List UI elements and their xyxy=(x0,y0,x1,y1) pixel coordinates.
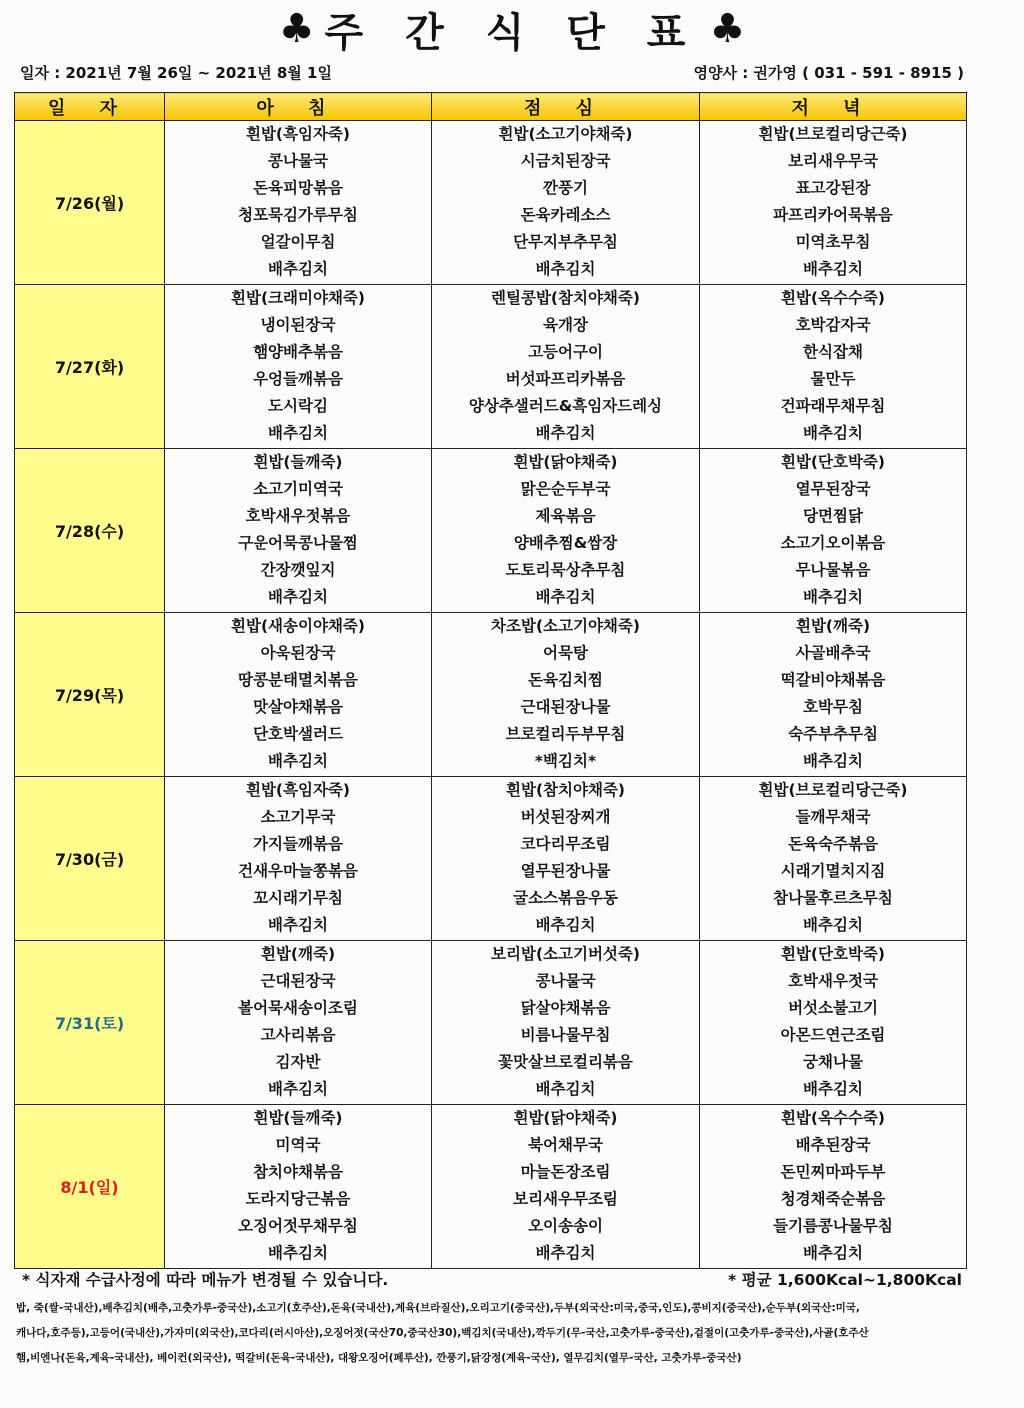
menu-item: 흰밥(닭야채죽) xyxy=(513,453,618,471)
menu-item: 숙주부추무침 xyxy=(788,725,878,743)
day-date: 7/29(목) xyxy=(15,613,165,777)
dinner-cell xyxy=(700,777,967,941)
menu-item: 어묵탕 xyxy=(543,644,588,662)
breakfast-cell xyxy=(165,941,432,1105)
menu-item: 도시락김 xyxy=(268,397,328,415)
menu-item: 맑은순두부국 xyxy=(520,480,611,498)
menu-item: 버섯파프리카볶음 xyxy=(505,370,626,388)
menu-item: 흰밥(흑임자죽) xyxy=(245,125,350,143)
club-icon: ♣ xyxy=(278,6,315,52)
header-date: 일 자 xyxy=(15,93,165,121)
breakfast-cell xyxy=(165,285,432,449)
menu-item: 보리새우무조림 xyxy=(513,1190,618,1208)
menu-item: 흰밥(들깨죽) xyxy=(253,1109,343,1127)
menu-change-notice: * 식자재 수급사정에 따라 메뉴가 변경될 수 있습니다. xyxy=(22,1271,389,1289)
day-date: 7/28(수) xyxy=(15,449,165,613)
menu-item: 호박새우젓볶음 xyxy=(245,507,351,525)
lunch-cell xyxy=(432,1105,700,1269)
menu-item: 배추김치 xyxy=(268,752,328,770)
menu-item: 청포묵김가루무침 xyxy=(238,206,358,224)
footer-notes xyxy=(22,1268,962,1290)
menu-item: 당면찜닭 xyxy=(803,507,863,525)
menu-item: 흰밥(브로컬리당근죽) xyxy=(758,781,908,799)
menu-item: 미역국 xyxy=(275,1136,321,1154)
menu-item: 간장깻잎지 xyxy=(260,561,336,579)
origin-line: 캐나다,호주등),고등어(국내산),가자미(외국산),코다리(러시아산),오징어젓(국산70,중국산30),백김치(국내산),깍두기(무-국산,고춧가루-중국산),겉절이(고춧가루-중국산),사골(호주산 xyxy=(16,1327,869,1339)
menu-item: 소고기미역국 xyxy=(253,480,343,498)
menu-item: 차조밥(소고기야채죽) xyxy=(491,617,640,635)
menu-item: 무나물볶음 xyxy=(795,561,871,579)
origin-line: 햄,비엔나(돈육,계육-국내산), 베이컨(외국산), 떡갈비(돈육-국내산), 대왕오징어(페루산), 깐풍기,닭강정(계육-국산), 열무김치(열무-국산, 고춧가루-중국산) xyxy=(16,1352,742,1364)
menu-item: 배추김치 xyxy=(268,424,328,442)
menu-item: 흰밥(깨죽) xyxy=(260,945,336,963)
day-row xyxy=(15,1105,967,1269)
menu-item: 들깨무채국 xyxy=(795,808,871,826)
menu-item: 흰밥(단호박죽) xyxy=(780,945,885,963)
day-row xyxy=(15,613,967,777)
weekly-menu-table xyxy=(14,92,967,1269)
calorie-info: * 평균 1,600Kcal~1,800Kcal xyxy=(728,1271,962,1289)
menu-item: 열무된장국 xyxy=(795,480,871,498)
menu-item: 흰밥(닭야채죽) xyxy=(513,1109,618,1127)
menu-item: 시금치된장국 xyxy=(520,152,611,170)
menu-item: 육개장 xyxy=(543,316,588,334)
menu-item: 배추김치 xyxy=(535,424,596,442)
menu-item: 흰밥(흑임자죽) xyxy=(245,781,350,799)
day-row xyxy=(15,941,967,1105)
menu-item: 꽃맛살브로컬리볶음 xyxy=(498,1053,633,1071)
day-row xyxy=(15,777,967,941)
club-icon: ♣ xyxy=(709,6,746,52)
lunch-cell xyxy=(432,285,700,449)
menu-item: 미역초무침 xyxy=(795,233,871,251)
day-row xyxy=(15,285,967,449)
menu-item: 배추김치 xyxy=(803,1080,863,1098)
breakfast-cell xyxy=(165,449,432,613)
menu-item: 고등어구이 xyxy=(528,343,603,361)
origin-info xyxy=(16,1296,1012,1371)
menu-item: 버섯된장찌개 xyxy=(520,808,611,826)
day-row xyxy=(15,121,967,285)
menu-item: 오징어젓무채무침 xyxy=(238,1217,358,1235)
menu-item: 한식잡채 xyxy=(803,343,863,361)
menu-item: 햄양배추볶음 xyxy=(253,343,343,361)
lunch-cell xyxy=(432,449,700,613)
day-date: 8/1(일) xyxy=(15,1105,165,1269)
menu-item: 근대된장국 xyxy=(260,972,336,990)
header-lunch: 점 심 xyxy=(432,93,700,121)
menu-item: 소고기무국 xyxy=(260,808,336,826)
menu-item: 배추김치 xyxy=(803,424,863,442)
header-dinner: 저 녁 xyxy=(700,93,967,121)
menu-item: 렌틸콩밥(참치야채죽) xyxy=(491,289,640,307)
menu-item: 볼어묵새송이조림 xyxy=(238,999,358,1017)
menu-item: 배추김치 xyxy=(535,260,596,278)
menu-item: 호박새우젓국 xyxy=(788,972,878,990)
menu-item: 흰밥(옥수수죽) xyxy=(780,1109,885,1127)
breakfast-cell xyxy=(165,613,432,777)
menu-item: 도토리묵상추무침 xyxy=(505,561,626,579)
menu-item: 얼갈이무침 xyxy=(260,233,336,251)
breakfast-cell xyxy=(165,121,432,285)
menu-item: 청경채죽순볶음 xyxy=(780,1190,886,1208)
menu-item: 참나물후르츠무침 xyxy=(773,889,893,907)
menu-item: 아욱된장국 xyxy=(260,644,336,662)
breakfast-cell xyxy=(165,777,432,941)
lunch-cell xyxy=(432,613,700,777)
menu-item: 보리밥(소고기버섯죽) xyxy=(491,945,640,963)
lunch-cell xyxy=(432,941,700,1105)
menu-item: 제육볶음 xyxy=(535,507,596,525)
menu-item: 물만두 xyxy=(810,370,856,388)
day-row xyxy=(15,449,967,613)
menu-item: 양배추찜&쌈장 xyxy=(513,534,618,552)
menu-item: 배추김치 xyxy=(535,1244,596,1262)
menu-item: 흰밥(브로컬리당근죽) xyxy=(758,125,908,143)
menu-item: 땅콩분태멸치볶음 xyxy=(238,671,358,689)
menu-item: 배추김치 xyxy=(803,260,863,278)
page-title xyxy=(0,4,1024,54)
menu-item: 흰밥(들깨죽) xyxy=(253,453,343,471)
menu-item: 우엉들깨볶음 xyxy=(253,370,343,388)
date-range: 일자 : 2021년 7월 26일 ~ 2021년 8월 1일 xyxy=(20,64,332,82)
menu-item: 배추김치 xyxy=(268,260,328,278)
menu-item: 배추된장국 xyxy=(795,1136,871,1154)
lunch-cell xyxy=(432,777,700,941)
menu-item: 맛살야채볶음 xyxy=(253,698,343,716)
menu-item: 돈육카레소스 xyxy=(520,206,611,224)
menu-item: 시래기멸치지짐 xyxy=(780,862,886,880)
menu-item: 열무된장나물 xyxy=(520,862,611,880)
menu-item: 고사리볶음 xyxy=(260,1026,336,1044)
menu-item: 흰밥(크래미야채죽) xyxy=(231,289,365,307)
menu-item: 돈육김치찜 xyxy=(528,671,603,689)
day-date: 7/31(토) xyxy=(15,941,165,1105)
header-row xyxy=(15,93,967,121)
menu-item: 참치야채볶음 xyxy=(253,1163,343,1181)
menu-meta xyxy=(20,62,964,83)
menu-item: 마늘돈장조림 xyxy=(520,1163,611,1181)
menu-item: 배추김치 xyxy=(268,588,328,606)
day-date: 7/26(월) xyxy=(15,121,165,285)
menu-item: 깐풍기 xyxy=(543,179,588,197)
menu-item: 오이송송이 xyxy=(528,1217,603,1235)
menu-item: 건새우마늘쫑볶음 xyxy=(238,862,358,880)
menu-item: 궁채나물 xyxy=(803,1053,863,1071)
menu-item: 코다리무조림 xyxy=(520,835,611,853)
menu-item: 배추김치 xyxy=(803,588,863,606)
dinner-cell xyxy=(700,941,967,1105)
dinner-cell xyxy=(700,1105,967,1269)
menu-item: 콩나물국 xyxy=(535,972,596,990)
dinner-cell xyxy=(700,613,967,777)
menu-item: 돈육숙주볶음 xyxy=(788,835,878,853)
title-text: 주 간 식 단 표 xyxy=(324,9,700,56)
day-date: 7/30(금) xyxy=(15,777,165,941)
menu-item: 들기름콩나물무침 xyxy=(773,1217,893,1235)
menu-item: 배추김치 xyxy=(803,752,863,770)
menu-item: 김자반 xyxy=(275,1053,321,1071)
menu-item: 사골배추국 xyxy=(795,644,871,662)
menu-item: 도라지당근볶음 xyxy=(245,1190,351,1208)
menu-item: 배추김치 xyxy=(803,916,863,934)
menu-item: 떡갈비야채볶음 xyxy=(780,671,886,689)
menu-item: 근대된장나물 xyxy=(520,698,611,716)
menu-item: 브로컬리두부무침 xyxy=(505,725,626,743)
menu-item: 굴소스볶음우동 xyxy=(513,889,618,907)
menu-item: 버섯소불고기 xyxy=(788,999,878,1017)
menu-item: 파프리카어묵볶음 xyxy=(773,206,893,224)
menu-item: 돈육피망볶음 xyxy=(253,179,343,197)
menu-item: 콩나물국 xyxy=(268,152,328,170)
menu-item: 꼬시래기무침 xyxy=(253,889,343,907)
breakfast-cell xyxy=(165,1105,432,1269)
dinner-cell xyxy=(700,285,967,449)
menu-item: 비름나물무침 xyxy=(520,1026,611,1044)
menu-item: *백김치* xyxy=(534,752,597,770)
menu-item: 단호박샐러드 xyxy=(253,725,343,743)
menu-item: 배추김치 xyxy=(803,1244,863,1262)
menu-item: 양상추샐러드&흑임자드레싱 xyxy=(468,397,663,415)
menu-item: 배추김치 xyxy=(535,588,596,606)
day-date: 7/27(화) xyxy=(15,285,165,449)
menu-item: 단무지부추무침 xyxy=(513,233,618,251)
menu-item: 가지들깨볶음 xyxy=(253,835,343,853)
menu-item: 구운어묵콩나물찜 xyxy=(238,534,358,552)
menu-item: 흰밥(참치야채죽) xyxy=(506,781,625,799)
menu-item: 돈민찌마파두부 xyxy=(780,1163,886,1181)
menu-item: 흰밥(옥수수죽) xyxy=(780,289,885,307)
menu-item: 배추김치 xyxy=(268,1080,328,1098)
menu-item: 냉이된장국 xyxy=(260,316,336,334)
menu-item: 배추김치 xyxy=(268,1244,328,1262)
lunch-cell xyxy=(432,121,700,285)
menu-item: 소고기오이볶음 xyxy=(780,534,886,552)
menu-item: 배추김치 xyxy=(535,1080,596,1098)
menu-item: 보리새우무국 xyxy=(788,152,878,170)
dinner-cell xyxy=(700,449,967,613)
menu-item: 흰밥(새송이야채죽) xyxy=(231,617,365,635)
menu-item: 건파래무채무침 xyxy=(780,397,886,415)
menu-item: 흰밥(깨죽) xyxy=(795,617,871,635)
menu-item: 호박무침 xyxy=(803,698,863,716)
menu-item: 아몬드연근조림 xyxy=(780,1026,886,1044)
menu-item: 흰밥(단호박죽) xyxy=(780,453,885,471)
dinner-cell xyxy=(700,121,967,285)
menu-item: 표고강된장 xyxy=(795,179,871,197)
origin-line: 밥, 죽(쌀-국내산),배추김치(배추,고춧가루-중국산),소고기(호주산),돈육(국내산),계육(브라질산),오리고기(중국산),두부(외국산:미국,중국,인도),콩비지(중국산),순두부(외국산:미국, xyxy=(16,1302,860,1314)
menu-item: 호박감자국 xyxy=(795,316,871,334)
dietitian-info: 영양사 : 권가영 ( 031 - 591 - 8915 ) xyxy=(693,64,964,82)
menu-item: 흰밥(소고기야채죽) xyxy=(498,125,633,143)
menu-item: 배추김치 xyxy=(535,916,596,934)
menu-item: 북어채무국 xyxy=(528,1136,603,1154)
menu-item: 닭살야채볶음 xyxy=(520,999,611,1017)
menu-item: 배추김치 xyxy=(268,916,328,934)
header-breakfast: 아 침 xyxy=(165,93,432,121)
